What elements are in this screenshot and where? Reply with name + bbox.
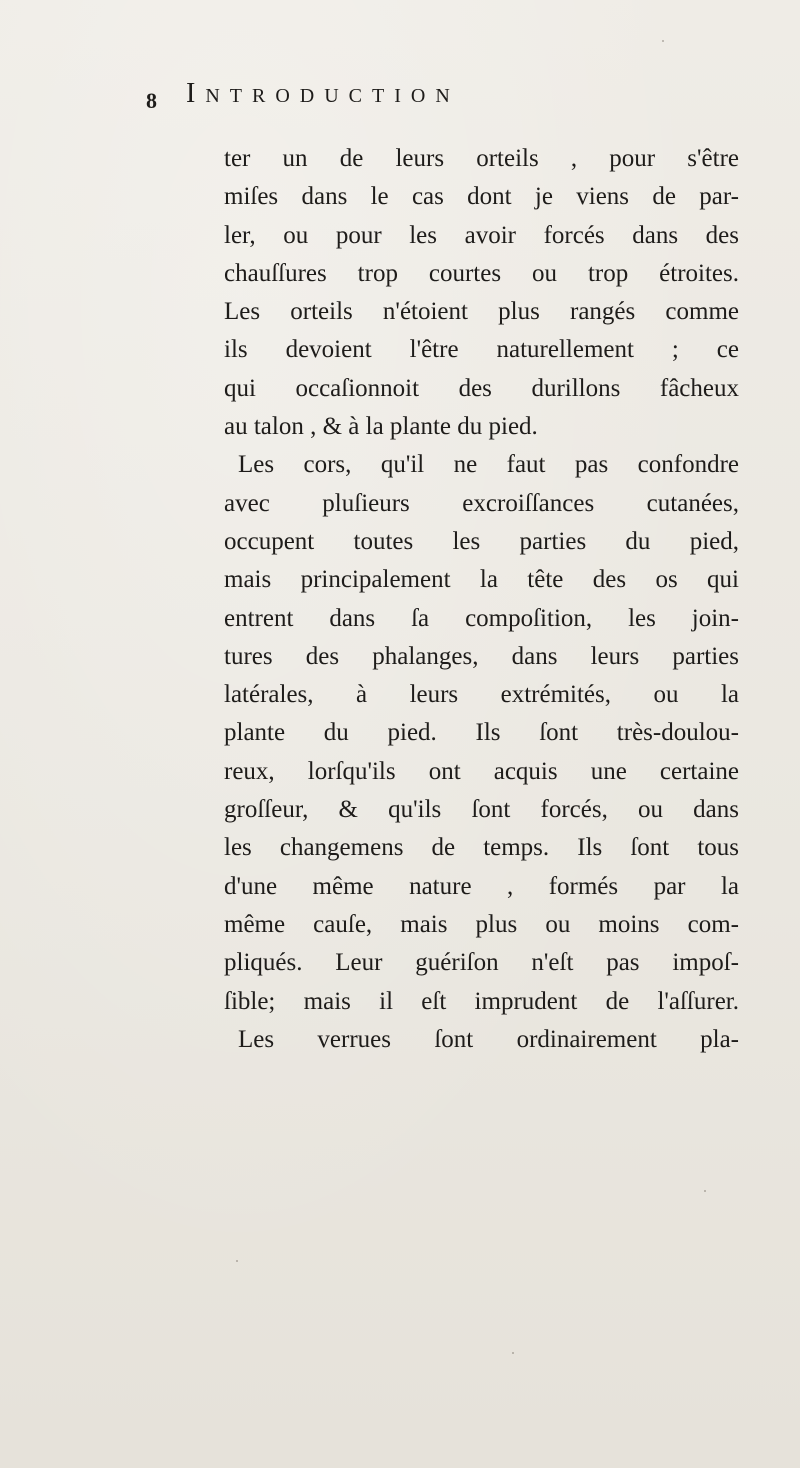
- text-line: qui occaſionnoit des durillons fâcheux: [224, 374, 739, 402]
- text-line: ſible; mais il eſt imprudent de l'aſſurer.: [224, 987, 739, 1015]
- text-line: pliqués. Leur guériſon n'eſt pas impoſ-: [224, 949, 739, 977]
- text-line: même cauſe, mais plus ou moins com-: [224, 910, 739, 938]
- paper-speck: [662, 40, 664, 42]
- text-line: plante du pied. Ils ſont très-doulou-: [224, 719, 739, 747]
- body-text: [224, 140, 739, 1059]
- text-line: reux, lorſqu'ils ont acquis une certaine: [224, 757, 739, 785]
- text-line: latérales, à leurs extrémités, ou la: [224, 681, 739, 709]
- text-line: groſſeur, & qu'ils ſont forcés, ou dans: [224, 796, 739, 824]
- text-line: d'une même nature , formés par la: [224, 872, 739, 900]
- paragraph-start-line: Les cors, qu'il ne faut pas confondre: [238, 451, 739, 479]
- text-line: ter un de leurs orteils , pour s'être: [224, 145, 739, 172]
- text-line: ils devoient l'être naturellement ; ce: [224, 336, 739, 364]
- paper-speck: [512, 1352, 514, 1354]
- text-line: ler, ou pour les avoir forcés dans des: [224, 221, 739, 249]
- text-line: occupent toutes les parties du pied,: [224, 527, 739, 555]
- text-line: tures des phalanges, dans leurs parties: [224, 642, 739, 670]
- text-line: mais principalement la tête des os qui: [224, 566, 739, 594]
- text-line: Les verrues ſont ordinairement pla-: [238, 1025, 739, 1053]
- page-number: 8: [146, 88, 157, 113]
- paper-speck: [704, 1190, 706, 1192]
- text-line: entrent dans ſa compoſition, les join-: [224, 604, 739, 632]
- running-head: Introduction: [186, 78, 460, 109]
- text-line: les changemens de temps. Ils ſont tous: [224, 834, 739, 862]
- text-line: avec pluſieurs excroiſſances cutanées,: [224, 489, 739, 517]
- page-header: [146, 78, 460, 118]
- text-line: miſes dans le cas dont je viens de par-: [224, 183, 739, 211]
- paper-speck: [236, 1260, 238, 1262]
- text-line: au talon , & à la plante du pied.: [224, 413, 538, 441]
- text-line: Les orteils n'étoient plus rangés comme: [224, 298, 739, 326]
- text-line: chauſſures trop courtes ou trop étroites.: [224, 259, 739, 287]
